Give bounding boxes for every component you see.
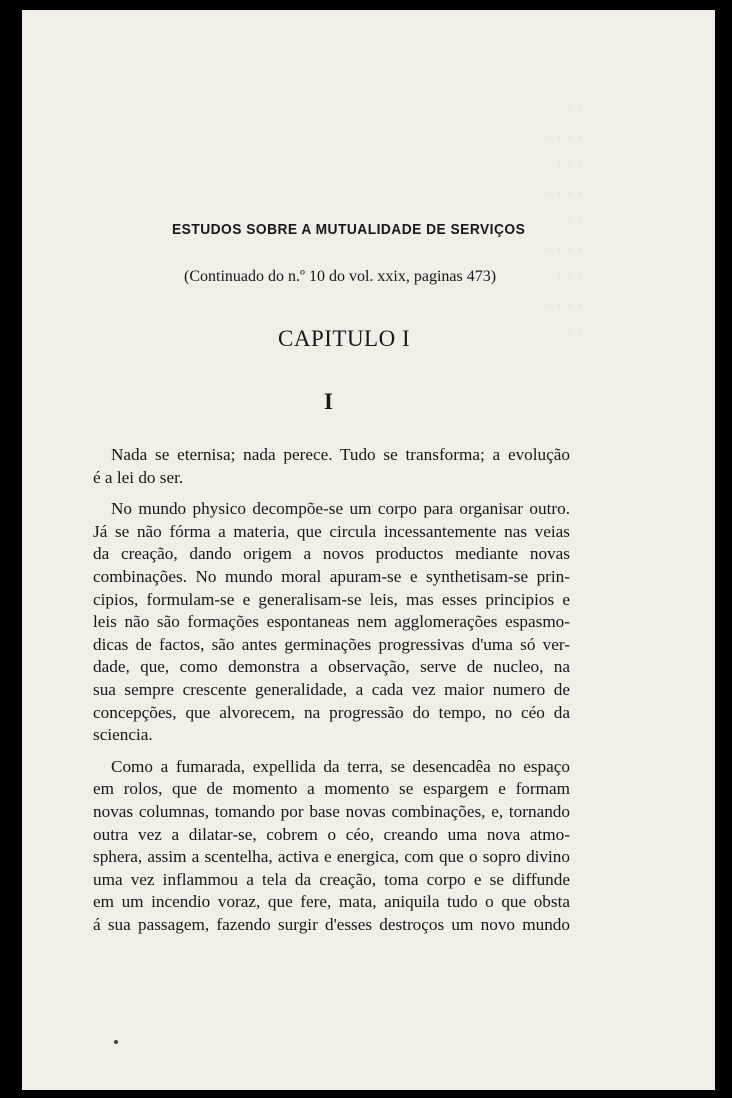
text-line: Já se não fórma a materia, que circula incessantemente nas veias: [93, 521, 570, 541]
text-line: sciencia.: [93, 725, 153, 745]
text-line: uma vez inflammou a tela da creação, toma corpo e se diffunde: [93, 869, 570, 889]
text-line: leis não são formações espontaneas nem agglomerações espasmo-: [93, 612, 570, 632]
text-line: á sua passagem, fazendo surgir d'esses destroços um novo mundo: [93, 914, 570, 934]
text-line: dade, que, como demonstra a observação, serve de nucleo, na: [93, 657, 570, 677]
text-line: concepções, que alvorecem, na progressão do tempo, no céo da: [93, 702, 570, 722]
text-line: em um incendio voraz, que fere, mata, aniquila tudo o que obsta: [93, 892, 570, 912]
chapter-heading: CAPITULO I: [278, 326, 411, 351]
text-line: em rolos, que de momento a momento se espargem e formam: [93, 779, 570, 799]
text-line: sphera, assim a scentelha, activa e energica, com que o sopro divino: [93, 847, 570, 867]
section-heading: I: [324, 389, 333, 414]
text-line: novas columnas, tomando por base novas combinações, e, tornando: [93, 801, 570, 821]
paragraph: [93, 498, 570, 747]
ink-speck: [114, 1040, 118, 1044]
article-title: ESTUDOS SOBRE A MUTUALIDADE DE SERVIÇOS: [172, 222, 526, 238]
text-line: sua sempre crescente generalidade, a cada vez maior numero de: [93, 679, 570, 699]
body-text: [93, 444, 570, 936]
text-line: combinações. No mundo moral apuram-se e synthetisam-se prin-: [93, 566, 570, 586]
document-page: [22, 10, 715, 1090]
text-line: outra vez a dilatar-se, cobrem o céo, creando uma nova atmo-: [93, 824, 570, 844]
text-line: é a lei do ser.: [93, 467, 184, 487]
article-subtitle: (Continuado do n.º 10 do vol. xxix, paginas 473): [184, 268, 497, 285]
text-line: dicas de factos, são antes germinações progressivas d'uma só ver-: [93, 634, 570, 654]
text-line: No mundo physico decompõe-se um corpo para organisar outro.: [111, 499, 570, 519]
text-line: cipios, formulam-se e generalisam-se leis, mas esses principios e: [93, 589, 570, 609]
show-through-text: · · · · · · · · · · · · · · · · · · · · · · · · · · · ·: [546, 100, 582, 343]
text-line: Nada se eternisa; nada perece. Tudo se transforma; a evolução: [111, 445, 570, 464]
paragraph: [93, 444, 570, 489]
text-line: Como a fumarada, expellida da terra, se desencadêa no espaço: [111, 756, 570, 776]
paragraph: [93, 756, 570, 937]
text-line: da creação, dando origem a novos productos mediante novas: [93, 544, 570, 564]
